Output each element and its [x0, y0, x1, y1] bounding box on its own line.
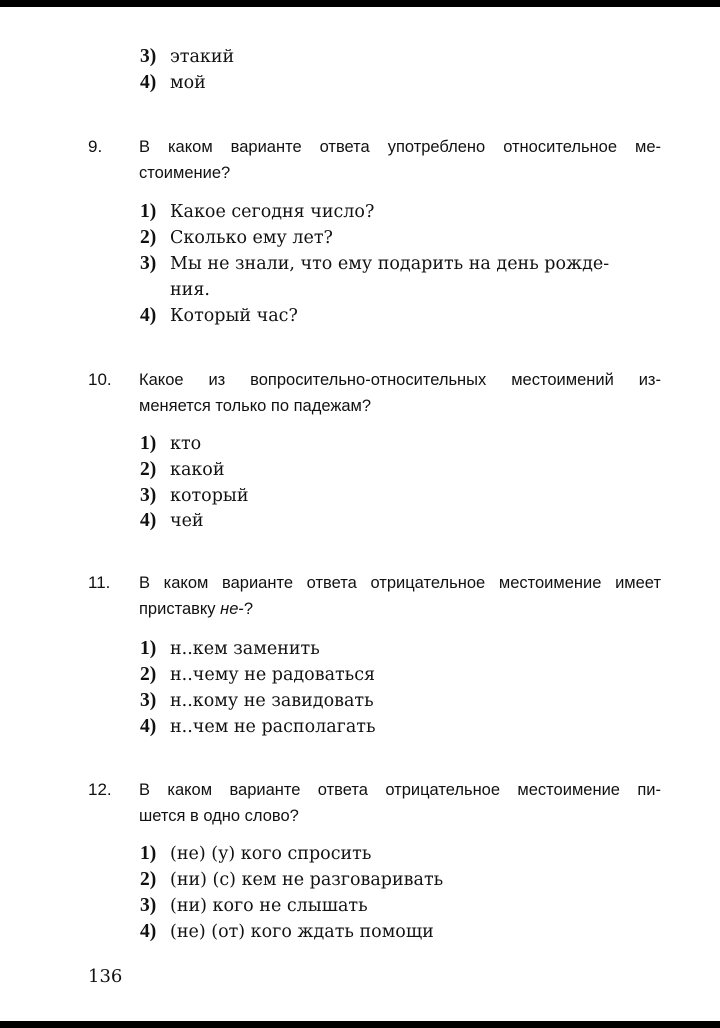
question-11-number: 11.: [88, 573, 111, 592]
question-11-option-3: 3) н..кому не завидовать: [140, 690, 374, 711]
question-9-option-3: 3) Мы не знали, что ему подарить на день рожде-: [140, 253, 610, 274]
question-11-text-prefix: приставку: [139, 600, 221, 618]
question-11-option-2: 2) н..чему не радоваться: [140, 664, 376, 685]
question-10-option-2: 2) какой: [140, 459, 225, 480]
question-12-option-4: 4) (не) (от) кого ждать помощи: [140, 921, 434, 942]
option-prev-4: 4) мой: [140, 72, 206, 93]
page-number: 136: [88, 966, 123, 987]
question-12-number: 12.: [88, 780, 112, 799]
bottom-border: [0, 1021, 720, 1028]
question-11-text-suffix: -?: [238, 600, 254, 618]
question-10-text-line1: Какое из вопросительно-относительных местоимений из-: [139, 371, 661, 389]
question-12-text-line1: В каком варианте ответа отрицательное местоимение пи-: [139, 781, 661, 799]
question-9-option-1: 1) Какое сегодня число?: [140, 201, 375, 222]
question-10-number: 10.: [88, 370, 112, 389]
question-9-text-line2: стоимение?: [139, 164, 231, 182]
question-12-option-1: 1) (не) (у) кого спросить: [140, 843, 372, 864]
question-12-text-line2: шется в одно слово?: [139, 807, 299, 825]
question-12-option-2: 2) (ни) (с) кем не разговаривать: [140, 869, 444, 890]
top-border: [0, 0, 720, 7]
question-12-option-3: 3) (ни) кого не слышать: [140, 895, 368, 916]
question-9-text-line1: В каком варианте ответа употреблено относительное ме-: [139, 138, 661, 156]
question-11-text-line1: В каком варианте ответа отрицательное местоимение имеет: [139, 574, 661, 592]
question-10-option-3: 3) который: [140, 485, 249, 506]
question-9-option-2: 2) Сколько ему лет?: [140, 227, 333, 248]
question-9-option-3-continuation: ния.: [170, 280, 210, 300]
question-9-number: 9.: [88, 137, 103, 156]
question-10-option-1: 1) кто: [140, 433, 202, 454]
question-9-option-4: 4) Который час?: [140, 305, 298, 326]
question-11-prefix-ne: не: [220, 600, 239, 618]
question-11-option-4: 4) н..чем не располагать: [140, 716, 376, 737]
question-10-text-line2: меняется только по падежам?: [139, 397, 372, 415]
question-11-text-line2: [139, 596, 661, 622]
question-10-option-4: 4) чей: [140, 510, 204, 531]
option-prev-3: 3) этакий: [140, 46, 235, 67]
question-11-option-1: 1) н..кем заменить: [140, 638, 320, 659]
